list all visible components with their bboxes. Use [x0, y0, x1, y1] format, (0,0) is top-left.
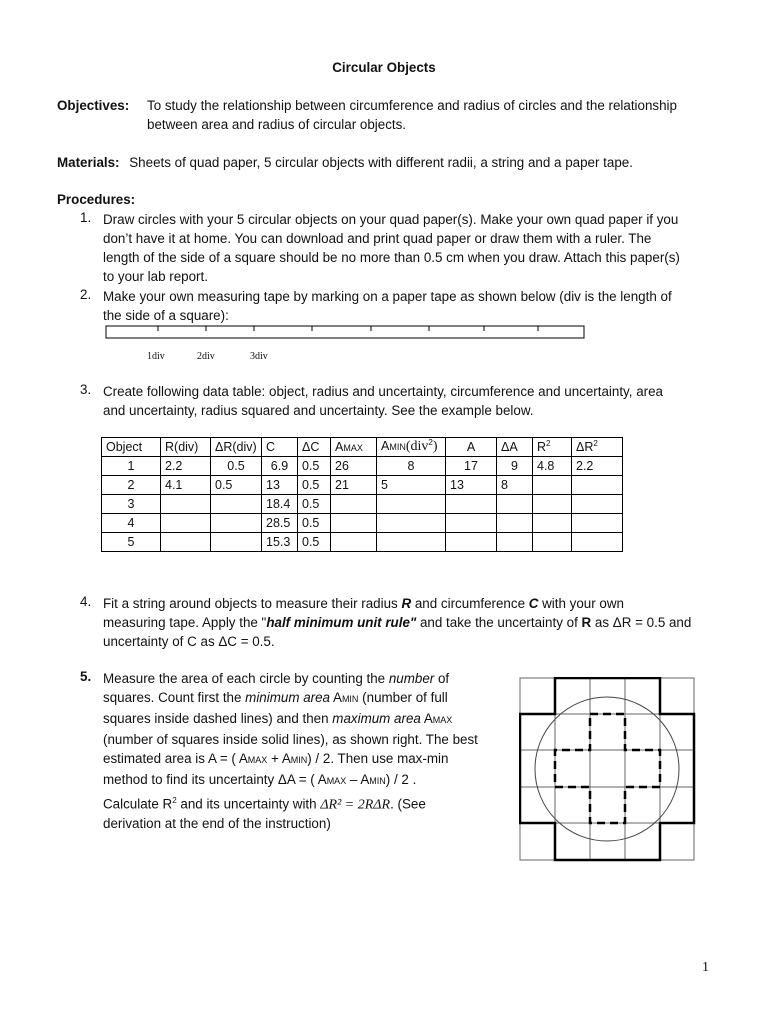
step-5-line: derivation at the end of the instruction): [103, 816, 331, 832]
table-cell: 28.5: [262, 514, 298, 533]
table-cell: [377, 514, 446, 533]
step-1-line: to your lab report.: [103, 269, 208, 284]
table-cell: 0.5: [298, 495, 331, 514]
table-cell: 3: [102, 495, 161, 514]
table-cell: 5: [377, 476, 446, 495]
step-3-text: [103, 382, 663, 420]
step-1-number: 1.: [80, 210, 92, 225]
table-header-row: [102, 438, 623, 457]
header-dc: ΔC: [298, 438, 331, 457]
table-cell: 0.5: [211, 476, 262, 495]
step-1-line: Draw circles with your 5 circular objects on your quad paper(s). Make your own quad paper if you: [103, 212, 679, 227]
table-cell: [377, 495, 446, 514]
table-row: [102, 514, 623, 533]
table-cell: 18.4: [262, 495, 298, 514]
table-cell: 6.9: [262, 457, 298, 476]
table-cell: [572, 495, 623, 514]
table-cell: [161, 533, 211, 552]
table-cell: [161, 514, 211, 533]
header-amin: AMIN(div$^2$): [377, 438, 446, 457]
table-cell: 8: [377, 457, 446, 476]
table-cell: 0.5: [298, 514, 331, 533]
table-cell: 5: [102, 533, 161, 552]
table-cell: 2: [102, 476, 161, 495]
table-cell: 13: [446, 476, 497, 495]
table-cell: 9: [497, 457, 533, 476]
step-5-line: Calculate $R^2$ and its uncertainty with ΔR² = 2RΔR. (See: [103, 796, 426, 813]
tape-label-3: 3div: [250, 351, 268, 362]
header-da: ΔA: [497, 438, 533, 457]
header-r2: $R^2$: [533, 438, 572, 457]
table-cell: 17: [446, 457, 497, 476]
materials-label: Materials:: [57, 155, 120, 170]
table-row: [102, 476, 623, 495]
table-cell: [497, 533, 533, 552]
step-5-number: 5.: [80, 669, 92, 684]
step-5-text: [103, 669, 478, 833]
table-cell: 0.5: [211, 457, 262, 476]
objectives-text: [147, 96, 677, 134]
data-table: [101, 437, 623, 552]
step-1-line: don’t have it at home. You can download and print quad paper or draw them with a ruler. The: [103, 231, 652, 246]
step-3-number: 3.: [80, 382, 92, 397]
table-row: [102, 495, 623, 514]
table-cell: [211, 514, 262, 533]
formula: ΔR² = 2RΔR: [320, 797, 391, 813]
table-cell: 0.5: [298, 457, 331, 476]
step-5-line: squares. Count first the minimum area AMIN (number of full: [103, 690, 448, 705]
step-4-number: 4.: [80, 594, 92, 609]
table-cell: [446, 495, 497, 514]
table-cell: [533, 514, 572, 533]
objectives-label: Objectives:: [57, 98, 130, 113]
table-cell: 13: [262, 476, 298, 495]
table-cell: [446, 514, 497, 533]
header-object: Object: [102, 438, 161, 457]
procedures-label: Procedures:: [57, 192, 136, 207]
table-cell: 2.2: [161, 457, 211, 476]
step-2-line: the side of a square):: [103, 308, 229, 323]
step-5-line: Measure the area of each circle by counting the number of: [103, 671, 450, 686]
table-cell: 21: [331, 476, 377, 495]
materials-text: Sheets of quad paper, 5 circular objects with different radii, a string and a paper tape.: [129, 155, 633, 170]
step-5-line: squares inside dashed lines) and then maximum area AMAX: [103, 711, 453, 726]
area-grid-figure: [519, 677, 697, 863]
table-cell: [533, 533, 572, 552]
header-a: A: [446, 438, 497, 457]
table-cell: [331, 514, 377, 533]
step-1-text: [103, 210, 680, 286]
materials-row: [57, 155, 633, 170]
step-1-line: length of the side of a square should be no more than 0.5 cm when you draw. Attach this paper(s): [103, 250, 680, 265]
table-cell: 4.8: [533, 457, 572, 476]
measuring-tape: [105, 324, 587, 342]
table-cell: 0.5: [298, 476, 331, 495]
table-row: [102, 533, 623, 552]
table-cell: [446, 533, 497, 552]
table-cell: [533, 476, 572, 495]
header-amax: AMAX: [331, 438, 377, 457]
table-cell: [211, 533, 262, 552]
table-cell: [572, 514, 623, 533]
step-2-text: [103, 287, 672, 325]
table-row: [102, 457, 623, 476]
step-2-number: 2.: [80, 287, 92, 302]
max-area-outline: [520, 678, 694, 860]
table-cell: 8: [497, 476, 533, 495]
header-dr2: $\Delta R^2$: [572, 438, 623, 457]
step-5-line: (number of squares inside solid lines), as shown right. The best: [103, 732, 478, 747]
step-5-line: method to find its uncertainty ΔA = ( AMAX – AMIN) / 2 .: [103, 772, 417, 787]
header-r: R(div): [161, 438, 211, 457]
table-cell: 4: [102, 514, 161, 533]
step-2-line: Make your own measuring tape by marking on a paper tape as shown below (div is the length of: [103, 289, 672, 304]
page-title: Circular Objects: [332, 60, 436, 75]
table-cell: [161, 495, 211, 514]
table-cell: 4.1: [161, 476, 211, 495]
objectives-line-2: between area and radius of circular objects.: [147, 117, 407, 132]
table-cell: 26: [331, 457, 377, 476]
table-cell: 15.3: [262, 533, 298, 552]
header-dr: ΔR(div): [211, 438, 262, 457]
tape-label-1: 1div: [147, 351, 165, 362]
table-cell: 1: [102, 457, 161, 476]
step-4-line: uncertainty of C as ΔC = 0.5.: [103, 634, 275, 649]
table-cell: [533, 495, 572, 514]
step-4-line: measuring tape. Apply the "half minimum unit rule" and take the uncertainty of R as ΔR = 0.5 and: [103, 615, 692, 630]
step-4-line: Fit a string around objects to measure their radius R and circumference C with your own: [103, 596, 624, 611]
header-c: C: [262, 438, 298, 457]
circle-outline: [535, 697, 679, 841]
grid-lines: [520, 678, 694, 860]
step-5-line: estimated area is A = ( AMAX + AMIN) / 2. Then use max-min: [103, 751, 449, 766]
table-cell: 0.5: [298, 533, 331, 552]
step-4-text: [103, 594, 691, 651]
table-cell: [377, 533, 446, 552]
table-cell: [497, 514, 533, 533]
tape-label-2: 2div: [197, 351, 215, 362]
table-cell: [331, 495, 377, 514]
min-area-outline: [555, 714, 660, 823]
table-cell: [572, 476, 623, 495]
table-cell: [331, 533, 377, 552]
table-cell: [497, 495, 533, 514]
table-cell: [211, 495, 262, 514]
table-cell: 2.2: [572, 457, 623, 476]
page-number: 1: [702, 960, 709, 975]
step-3-line: and uncertainty, radius squared and uncertainty. See the example below.: [103, 403, 534, 418]
table-cell: [572, 533, 623, 552]
objectives-line-1: To study the relationship between circumference and radius of circles and the relationship: [147, 98, 677, 113]
step-3-line: Create following data table: object, radius and uncertainty, circumference and uncertainty, area: [103, 384, 663, 399]
